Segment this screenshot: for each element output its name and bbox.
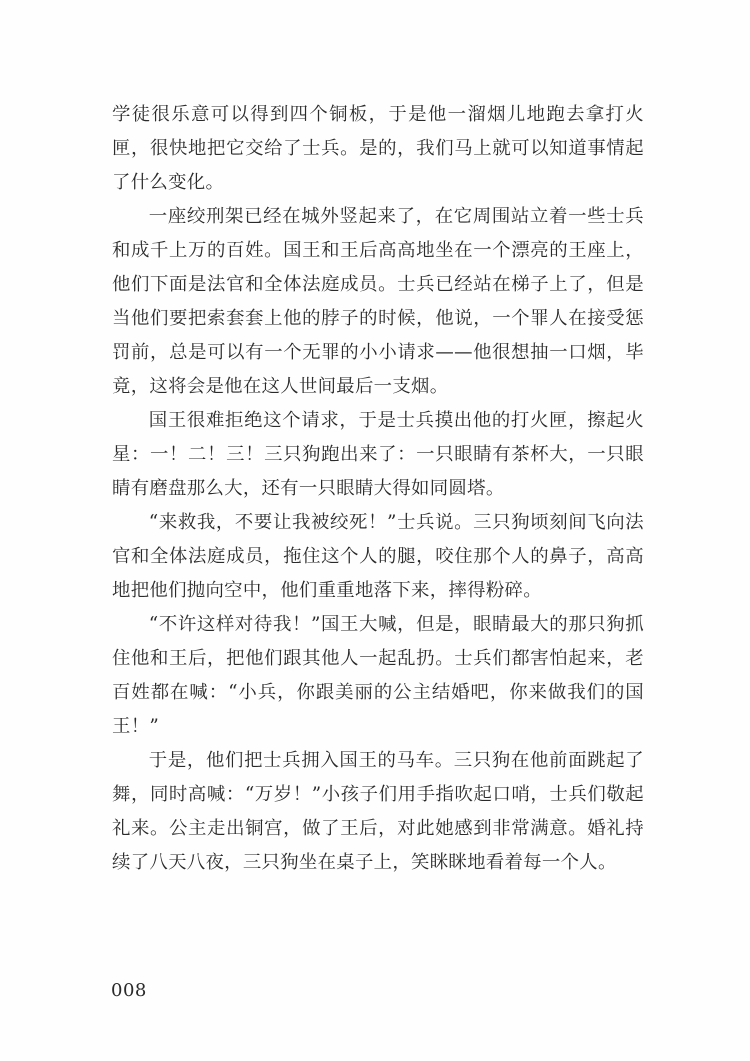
paragraph-2: 一座绞刑架已经在城外竖起来了，在它周围站立着一些士兵和成千上万的百姓。国王和王后高高地坐在一个漂亮的王座上，他们下面是法官和全体法庭成员。士兵已经站在梯子上了，但是当他们要把索套套上他的脖子的时候，他说，一个罪人在接受惩罚前，总是可以有一个无罪的小小请求——他很想抽一口烟，毕竟，这将会是他在这人世间最后一支烟。 — [112, 206, 644, 397]
paragraph-6: 于是，他们把士兵拥入国王的马车。三只狗在他前面跳起了舞，同时高喊：“万岁！”小孩子们用手指吹起口哨，士兵们敬起礼来。公主走出铜宫，做了王后，对此她感到非常满意。婚礼持续了八天八夜，三只狗坐在桌子上，笑眯眯地看着每一个人。 — [112, 750, 644, 873]
paragraph-4: “来救我，不要让我被绞死！”士兵说。三只狗顷刻间飞向法官和全体法庭成员，拖住这个人的腿，咬住那个人的鼻子，高高地把他们抛向空中，他们重重地落下来，摔得粉碎。 — [112, 512, 644, 601]
paragraph-1: 学徒很乐意可以得到四个铜板，于是他一溜烟儿地跑去拿打火匣，很快地把它交给了士兵。是的，我们马上就可以知道事情起了什么变化。 — [112, 104, 644, 193]
paragraph-5: “不许这样对待我！”国王大喊，但是，眼睛最大的那只狗抓住他和王后，把他们跟其他人一起乱扔。士兵们都害怕起来，老百姓都在喊：“小兵，你跟美丽的公主结婚吧，你来做我们的国王！” — [112, 614, 644, 737]
body-text — [112, 98, 644, 880]
paragraph-3: 国王很难拒绝这个请求，于是士兵摸出他的打火匣，擦起火星：一！二！三！三只狗跑出来了：一只眼睛有茶杯大，一只眼睛有磨盘那么大，还有一只眼睛大得如同圆塔。 — [112, 410, 644, 499]
page-number: 008 — [111, 980, 147, 1001]
